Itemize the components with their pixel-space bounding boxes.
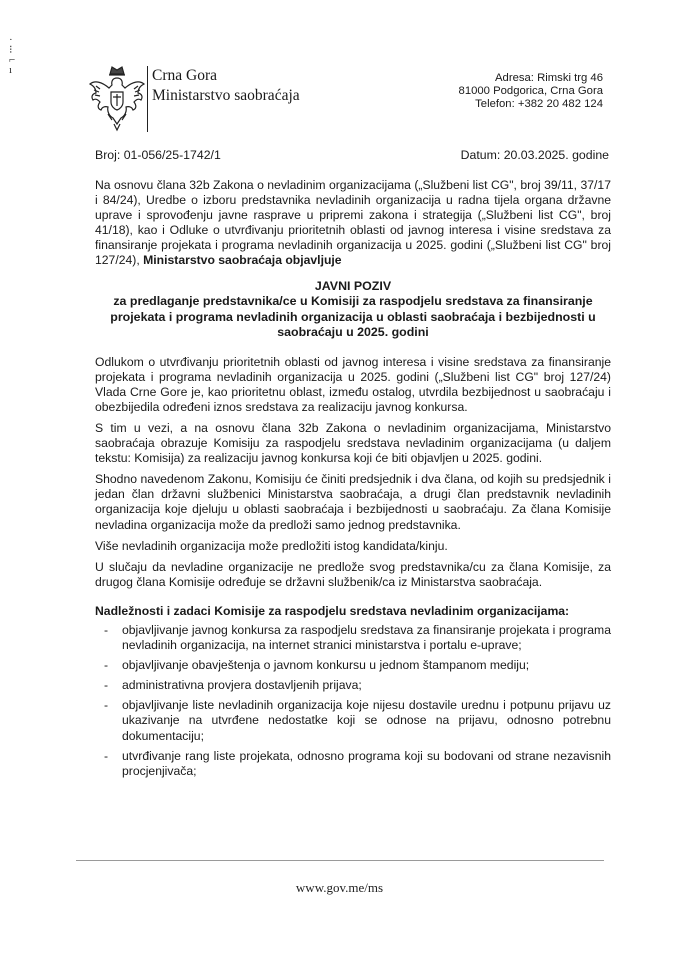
- bullet-dash: -: [104, 748, 109, 763]
- bullet-dash: -: [104, 698, 109, 713]
- footer-website-link[interactable]: www.gov.me/ms: [295, 880, 384, 895]
- intro-paragraph: [95, 178, 611, 269]
- body-paragraph: Više nevladinih organizacija može predložiti istog kandidata/kinju.: [95, 538, 448, 553]
- bullet-dash: -: [104, 658, 109, 673]
- address: Adresa: Rimski trg 46: [495, 72, 603, 84]
- coat-of-arms-icon: [88, 64, 146, 132]
- document-body: [95, 178, 611, 784]
- body-paragraph: Shodno navedenom Zakonu, Komisiju će činiti predsjednik i dva člana, od kojih su predsjednik i jedan član državni službenici Ministarstva saobraćaja, a drugi član predstavnik nevladinih organizacija koje djeluju u oblasti saobraćaja i bezbijednosti u saobraćaju. Za člana Komisije nevladina organizacija može da predloži samo jednog predstavnika.: [95, 472, 611, 532]
- list-item-text: utvrđivanje rang liste projekata, odnosno programa koji su bodovani od strane nezavisnih procjenjivača;: [122, 748, 611, 778]
- list-item-text: objavljivanje obavještenja o javnom konkursu u jednom štampanom mediju;: [122, 658, 530, 673]
- call-title: [95, 279, 611, 341]
- body-paragraph: Odlukom o utvrđivanju prioritetnih oblasti od javnog interesa i visine sredstava za finansiranje projekata i programa nevladinih organizacija u 2025. godini („Službeni list CG" broj 127/24) Vlada Crne Gore je, kao prioritetnu oblast, između ostalog, utvrdila bezbijednost u saobraćaju i obezbijedila određeni iznos sredstava za realizaciju javnog konkursa.: [95, 354, 611, 414]
- list-item-text: objavljivanje javnog konkursa za raspodjelu sredstava za finansiranje projekata i programa nevladinih organizacija, na internet stranici ministarstva i portalu e-uprave;: [122, 622, 611, 653]
- contact-block: [459, 72, 603, 112]
- footer-divider: [76, 860, 604, 861]
- ministry-name: Ministarstvo saobraćaja: [152, 87, 300, 104]
- body-paragraph: S tim u vezi, a na osnovu člana 32b Zakona o nevladinim organizacijama, Ministarstvo saobraćaja obrazuje Komisiju za raspodjelu sredstava nevladinim organizacijama (u daljem tekstu: Komisija) za realizaciju javnog konkursa koji će biti objavljen u 2025. godini.: [95, 420, 611, 466]
- list-item: [95, 749, 611, 779]
- margin-mark: ·: [9, 34, 13, 46]
- bullet-dash: -: [104, 678, 109, 693]
- margin-mark: ı: [9, 64, 13, 76]
- header-divider: [147, 66, 148, 132]
- list-item-text: administrativna provjera dostavljenih prijava;: [122, 678, 362, 693]
- body-paragraph: U slučaju da nevladine organizacije ne predlože svog predstavnika/cu za člana Komisije, za drugog člana Komisije određuje se državni službenik/ca iz Ministarstva saobraćaja.: [95, 559, 611, 589]
- call-title-subtitle: za predlaganje predstavnika/ce u Komisiji za raspodjelu sredstava za finansiranje projekata i programa nevladinih organizacija u oblasti saobraćaja i bezbijednosti u saobraćaju u 2025. godini: [110, 294, 596, 340]
- list-item: [95, 623, 611, 653]
- duties-heading: Nadležnosti i zadaci Komisije za raspodjelu sredstava nevladinim organizacijama:: [95, 603, 570, 618]
- margin-mark: ⁝: [9, 44, 13, 56]
- list-item: [95, 678, 611, 693]
- organization-name: [152, 66, 300, 106]
- city: 81000 Podgorica, Crna Gora: [458, 85, 603, 98]
- document-date: Datum: 20.03.2025. godine: [460, 148, 609, 162]
- margin-marks: [9, 36, 15, 76]
- duties-list: [95, 623, 611, 779]
- margin-mark: ⌐: [9, 54, 16, 66]
- country-name: Crna Gora: [152, 67, 217, 84]
- list-item: [95, 698, 611, 743]
- intro-bold-tail: Ministarstvo saobraćaja objavljuje: [143, 253, 342, 268]
- intro-text: Na osnovu člana 32b Zakona o nevladinim organizacijama („Službeni list CG", broj 39/11, 37/17 i 84/24), Uredbe o izboru predstavnika nevladinih organizacija u radna tijela organa državne uprave i sprovođenju javne rasprave u pripremi zakona i strategija („Službeni list CG", broj 41/18), kao i Odluke o utvrđivanju prioritetnih oblasti od javnog interesa i visine sredstava za finansiranje projekata i programa nevladinih organizacija u 2025. godini („Službeni list CG" broj 127/24),: [95, 178, 611, 268]
- list-item-text: objavljivanje liste nevladinih organizacija koje nijesu dostavile urednu i potpunu prijavu uz ukazivanje na utvrđene nedostatke koji se odnose na prijavu, odnosno potrebnu dokumentaciju;: [122, 698, 611, 743]
- call-title-main: JAVNI POZIV: [314, 278, 392, 293]
- document-number: Broj: 01-056/25-1742/1: [95, 148, 221, 162]
- bullet-dash: -: [104, 622, 109, 637]
- list-item: [95, 658, 611, 673]
- reference-line: [95, 148, 609, 162]
- phone: Telefon: +382 20 482 124: [475, 98, 603, 111]
